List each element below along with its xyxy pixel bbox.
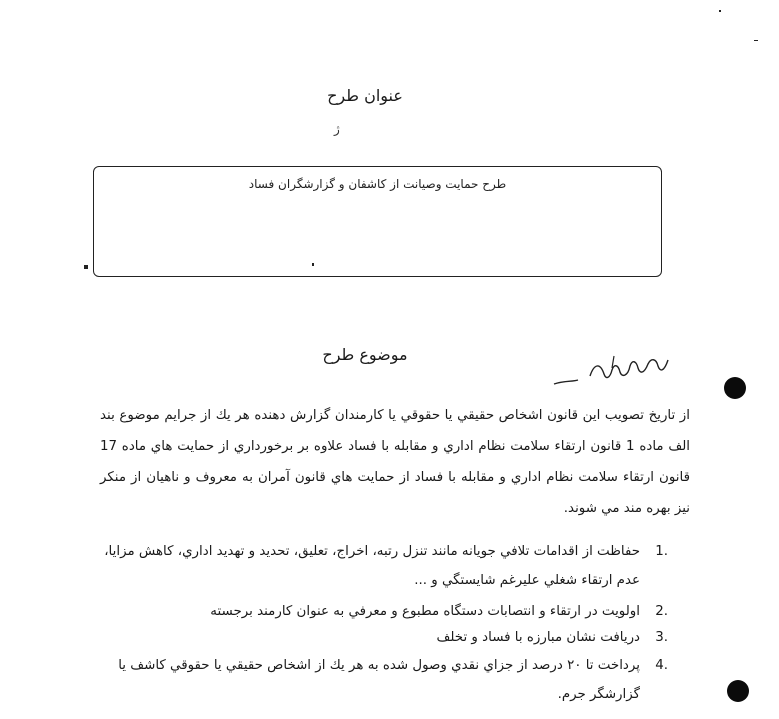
list-item <box>100 537 680 595</box>
list-item <box>100 651 680 709</box>
list-item-text: دريافت نشان مبارزه با فساد و تخلف <box>436 630 640 645</box>
list-item-number: 1. <box>655 544 668 559</box>
plan-title: طرح حمايت وصيانت از كاشفان و گزارشگران فساد <box>248 177 507 191</box>
list-item <box>100 625 680 651</box>
scan-speck <box>719 10 721 12</box>
punch-hole-bottom <box>727 680 749 702</box>
punch-hole-top <box>724 377 746 399</box>
subject-paragraph: از تاريخ تصويب اين قانون اشخاص حقيقي يا حقوقي يا كارمندان گزارش دهنده هر يك از جرايم موضوع بند الف ماده 1 قانون ارتقاء سلامت نظام اداري و مقابله با فساد علاوه بر برخورداري از حمايت هاي ماده 17 قانون ارتقاء سلامت نظام اداري و مقابله با فساد از حمايت هاي قانون آمران به معروف و ناهيان از منكر نيز بهره مند مي شوند. <box>100 408 690 516</box>
scan-speck <box>84 265 88 269</box>
list-item <box>100 599 680 625</box>
subject-heading: موضوع طرح <box>322 345 408 364</box>
list-item-number: 3. <box>655 630 668 645</box>
list-item-number: 2. <box>655 604 668 619</box>
scan-speck <box>312 263 314 266</box>
benefits-list <box>100 537 680 709</box>
scan-speck <box>754 40 758 41</box>
title-box <box>93 166 662 277</box>
list-item-text: حفاظت از اقدامات تلافي جويانه مانند تنزل رتبه، اخراج، تعليق، تحديد و تهديد اداري، كاهش مزايا، عدم ارتقاء شغلي عليرغم شايستگي و ... <box>104 544 640 588</box>
handwritten-annotation <box>548 352 678 392</box>
title-heading: عنوان طرح <box>327 86 403 105</box>
list-item-text: پرداخت تا ٢٠ درصد از جزاي نقدي وصول شده به هر يك از اشخاص حقيقي يا حقوقي كاشف يا گزارشگر جرم. <box>118 658 640 702</box>
list-item-text: اولويت در ارتقاء و انتصابات دستگاه مطبوع و معرفي به عنوان كارمند برجسته <box>210 604 640 619</box>
handwritten-mark: ژ <box>334 122 340 136</box>
list-item-number: 4. <box>655 658 668 673</box>
